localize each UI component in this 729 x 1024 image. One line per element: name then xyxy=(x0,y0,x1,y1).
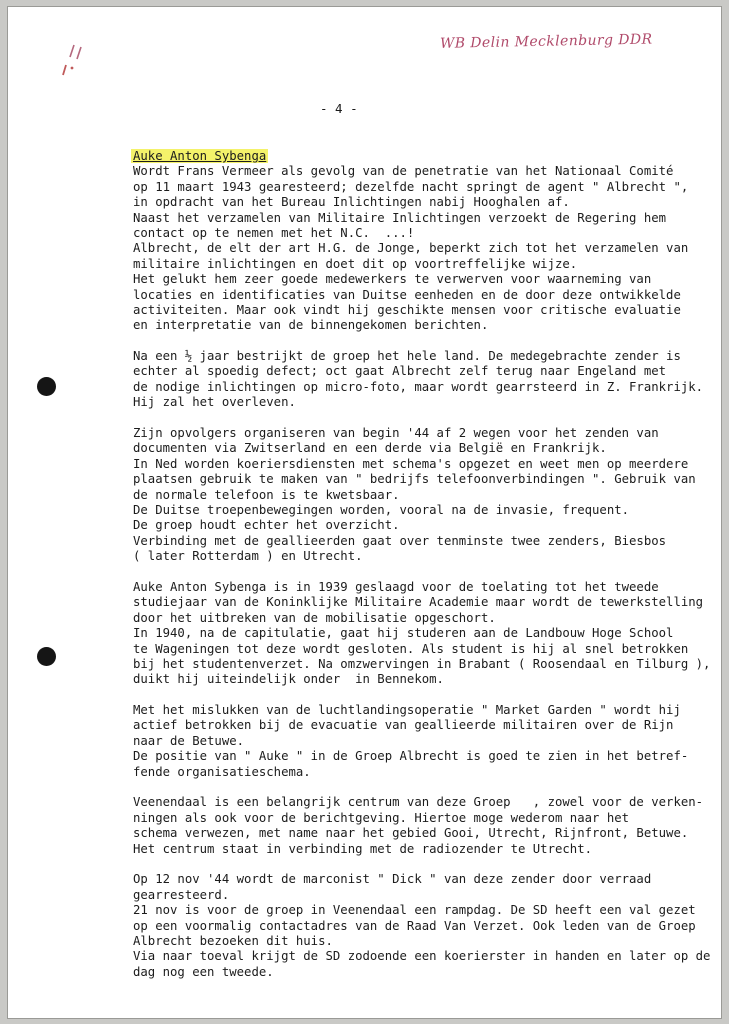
text-line: studiejaar van de Koninklijke Militaire Academie maar wordt de tewerkstelling xyxy=(133,595,704,610)
text-line: Met het mislukken van de luchtlandingsoperatie " Market Garden " wordt hij xyxy=(133,703,681,718)
paragraph xyxy=(133,872,713,980)
text-line: dag nog een tweede. xyxy=(133,964,274,979)
text-line: Zijn opvolgers organiseren van begin '44 af 2 wegen voor het zenden van xyxy=(133,426,659,441)
text-line: echter al spoedig defect; oct gaat Albrecht zelf terug naar Engeland met xyxy=(133,364,667,379)
text-line: Wordt Frans Vermeer als gevolg van de penetratie van het Nationaal Comité xyxy=(133,164,674,179)
text-line: militaire inlichtingen en doet dit op voortreffelijke wijze. xyxy=(133,256,578,271)
text-line: 21 nov is voor de groep in Veenendaal een rampdag. De SD heeft een val gezet xyxy=(133,903,696,918)
text-line: duikt hij uiteindelijk onder in Bennekom. xyxy=(133,672,444,687)
handwritten-note: WB Delin Mecklenburg DDR xyxy=(439,31,653,52)
text-line: locaties en identificaties van Duitse eenheden en de door deze ontwikkelde xyxy=(133,287,681,302)
text-line: Naast het verzamelen van Militaire Inlichtingen verzoekt de Regering hem xyxy=(133,210,667,225)
text-line: Op 12 nov '44 wordt de marconist " Dick " van deze zender door verraad xyxy=(133,872,652,887)
punch-hole xyxy=(37,647,56,666)
text-line: documenten via Zwitserland en een derde via België en Frankrijk. xyxy=(133,441,607,456)
text-line: plaatsen gebruik te maken van " bedrijfs telefoonverbindingen ". Gebruik van xyxy=(133,472,696,487)
text-line: Na een ½ jaar bestrijkt de groep het hele land. De medegebrachte zender is xyxy=(133,349,681,364)
paragraph xyxy=(133,703,713,780)
paragraph xyxy=(133,164,713,333)
punch-hole xyxy=(37,377,56,396)
text-line: naar de Betuwe. xyxy=(133,733,245,748)
heading-line xyxy=(133,149,713,164)
text-line: In 1940, na de capitulatie, gaat hij studeren aan de Landbouw Hoge School xyxy=(133,626,674,641)
text-line: gearresteerd. xyxy=(133,887,230,902)
text-line: Hij zal het overleven. xyxy=(133,395,296,410)
text-line: en interpretatie van de binnengekomen berichten. xyxy=(133,318,489,333)
paragraphs xyxy=(133,164,713,980)
typed-text xyxy=(133,149,713,995)
text-line: Het gelukt hem zeer goede medewerkers te verwerven voor waarneming van xyxy=(133,272,652,287)
page-number: - 4 - xyxy=(320,101,358,116)
text-line: In Ned worden koeriersdiensten met schema's opgezet en weet men op meerdere xyxy=(133,456,689,471)
text-line: de nodige inlichtingen op micro-foto, maar wordt gearrsteerd in Z. Frankrijk. xyxy=(133,379,704,394)
text-line: Verbinding met de geallieerden gaat over tenminste twee zenders, Biesbos xyxy=(133,533,667,548)
text-line: Veenendaal is een belangrijk centrum van deze Groep , zowel voor de verken- xyxy=(133,795,704,810)
text-line: ningen als ook voor de berichtgeving. Hiertoe moge wederom naar het xyxy=(133,810,630,825)
heading: Auke Anton Sybenga xyxy=(133,149,267,163)
text-line: activiteiten. Maar ook vindt hij geschikte mensen voor critische evaluatie xyxy=(133,302,681,317)
pencil-marks xyxy=(60,43,86,83)
text-line: De groep houdt echter het overzicht. xyxy=(133,518,400,533)
text-line: de normale telefoon is te kwetsbaar. xyxy=(133,487,400,502)
text-line: op 11 maart 1943 gearesteerd; dezelfde nacht springt de agent " Albrecht ", xyxy=(133,179,689,194)
text-line: contact op te nemen met het N.C. ...! xyxy=(133,225,415,240)
text-line: op een voormalig contactadres van de Raad Van Verzet. Ook leden van de Groep xyxy=(133,918,696,933)
text-line: De Duitse troepenbewegingen worden, vooral na de invasie, frequent. xyxy=(133,502,630,517)
text-line: Albrecht bezoeken dit huis. xyxy=(133,933,333,948)
text-line: te Wageningen tot deze wordt gesloten. Als student is hij al snel betrokken xyxy=(133,641,689,656)
text-line: Het centrum staat in verbinding met de radiozender te Utrecht. xyxy=(133,841,593,856)
text-line: Albrecht, de elt der art H.G. de Jonge, beperkt zich tot het verzamelen van xyxy=(133,241,689,256)
paragraph xyxy=(133,349,713,411)
paragraph xyxy=(133,795,713,857)
text-line: door het uitbreken van de mobilisatie opgeschort. xyxy=(133,610,496,625)
paragraph xyxy=(133,426,713,565)
text-line: De positie van " Auke " in de Groep Albrecht is goed te zien in het betref- xyxy=(133,749,689,764)
text-line: Auke Anton Sybenga is in 1939 geslaagd voor de toelating tot het tweede xyxy=(133,579,659,594)
text-line: in opdracht van het Bureau Inlichtingen nabij Hooghalen af. xyxy=(133,195,570,210)
text-line: schema verwezen, met name naar het gebied Gooi, Utrecht, Rijnfront, Betuwe. xyxy=(133,826,689,841)
text-line: actief betrokken bij de evacuatie van geallieerde militairen over de Rijn xyxy=(133,718,674,733)
paragraph xyxy=(133,580,713,688)
text-line: ( later Rotterdam ) en Utrecht. xyxy=(133,549,363,564)
text-line: Via naar toeval krijgt de SD zodoende een koerierster in handen en later op de xyxy=(133,949,711,964)
text-line: bij het studentenverzet. Na omzwervingen in Brabant ( Roosendaal en Tilburg ), xyxy=(133,656,711,671)
text-line: fende organisatieschema. xyxy=(133,764,311,779)
